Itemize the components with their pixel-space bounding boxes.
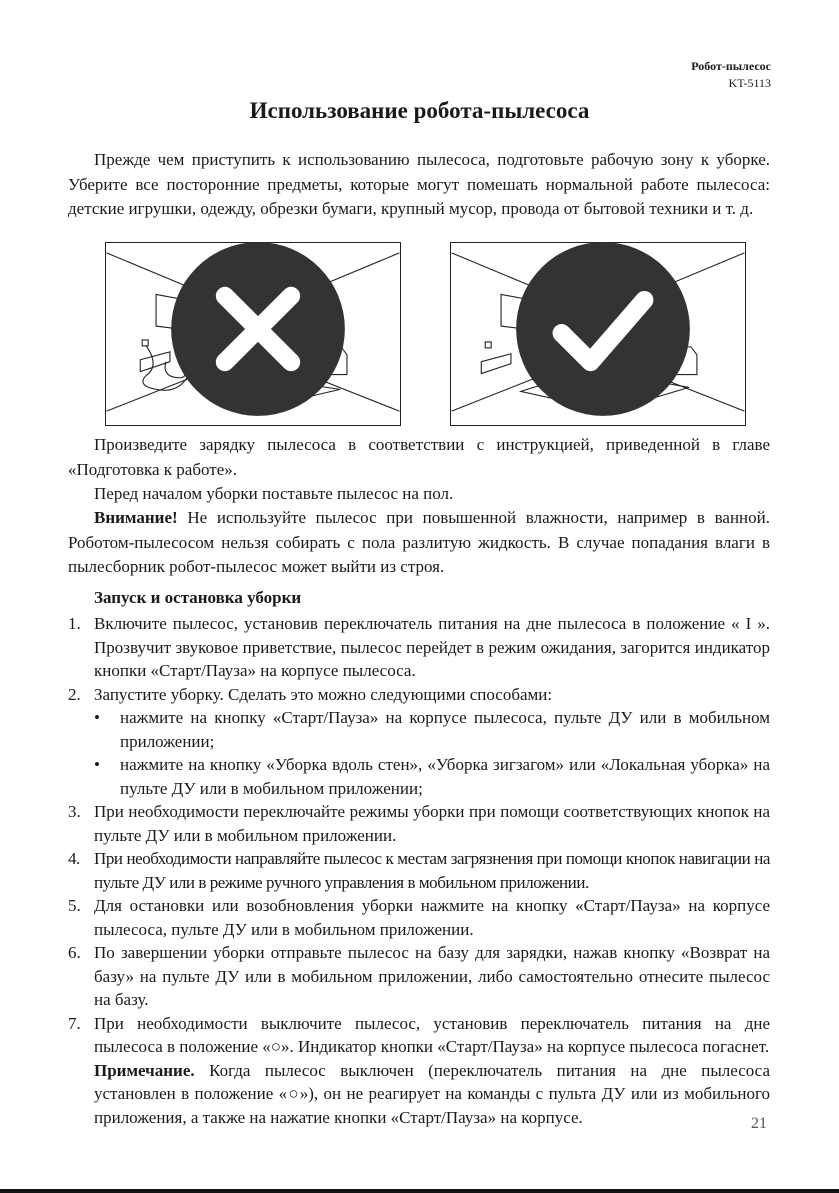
- page-title: Использование робота-пылесоса: [249, 98, 590, 123]
- floor-paragraph: Перед началом уборки поставьте пылесос на пол.: [94, 484, 454, 503]
- check-circle-icon: [456, 238, 750, 420]
- step-text: Запустите уборку. Сделать это можно следующими способами:: [94, 684, 553, 704]
- bullet-mark: •: [94, 708, 100, 727]
- list-item: [68, 800, 770, 847]
- step-number: 2.: [68, 684, 81, 704]
- list-item: [68, 894, 770, 941]
- step-text: При необходимости переключайте режимы уборки при помощи соответствующих кнопок на пульте ДУ или в мобильном приложении.: [94, 802, 770, 845]
- warning-paragraph: [68, 506, 770, 580]
- step-number: 6.: [68, 943, 81, 962]
- bottom-rule: [0, 1189, 839, 1193]
- room-cluttered-illustration: [105, 242, 401, 426]
- step-text: При необходимости выключите пылесос, установив переключатель питания на дне пылесоса в положение «○». Индикатор кнопки «Старт/Пауза» на корпусе пылесоса погаснет.: [94, 1013, 770, 1056]
- section-title: Запуск и остановка уборки: [94, 588, 302, 607]
- step-number: 5.: [68, 896, 81, 915]
- header-product: Робот-пылесос: [691, 59, 771, 73]
- bullet-item: [68, 753, 770, 800]
- step-text: По завершении уборки отправьте пылесос на базу для зарядки, нажав кнопку «Возврат на базу» на пульте ДУ или в мобильном приложении, либо самостоятельно отнесите пылесос на базу.: [94, 943, 770, 1009]
- warning-text: Не используйте пылесос при повышенной влажности, например в ванной. Роботом-пылесосом нельзя собирать с пола разлитую жидкость. В случае попадания влаги в пылесборник робот-пылесос может выйти из строя.: [68, 508, 770, 576]
- running-header: [691, 58, 771, 92]
- list-item: [68, 683, 770, 707]
- page-number: 21: [751, 1115, 767, 1132]
- intro-paragraph: Прежде чем приступить к использованию пылесоса, подготовьте рабочую зону к уборке. Уберите все посторонние предметы, которые могут помешать нормальной работе пылесоса: детские игрушки, одежду, обрезки бумаги, крупный мусор, провода от бытовой техники и т. д.: [68, 150, 770, 218]
- step-number: 4.: [68, 849, 80, 868]
- illustration-row: [105, 242, 746, 426]
- note-paragraph: [68, 1059, 770, 1130]
- steps-list: [68, 612, 770, 1129]
- warning-label: Внимание!: [94, 508, 178, 527]
- list-item: [68, 1012, 770, 1059]
- step-number: 3.: [68, 802, 81, 821]
- step-text: При необходимости направляйте пылесос к местам загрязнения при помощи кнопок навигации на пульте ДУ или в режиме ручного управления в мобильном приложении.: [94, 849, 770, 892]
- note-label: Примечание.: [94, 1060, 195, 1080]
- header-model: KT-5113: [728, 76, 771, 90]
- step-text: Для остановки или возобновления уборки нажмите на кнопку «Старт/Пауза» на корпусе пылесоса, пульте ДУ или в мобильном приложении.: [94, 896, 770, 939]
- list-item: [68, 847, 770, 894]
- bullet-mark: •: [94, 755, 100, 774]
- list-item: [68, 612, 770, 683]
- room-clean-illustration: [450, 242, 746, 426]
- step-number: 1.: [68, 614, 81, 633]
- note-text: Когда пылесос выключен (переключатель питания на дне пылесоса установлен в положение «○»), он не реагирует на команды с пульта ДУ или из мобильного приложения, а также на нажатие кнопки «Старт/Пауза» на корпусе.: [94, 1060, 770, 1127]
- list-item: [68, 941, 770, 1012]
- cross-circle-icon: [111, 238, 405, 420]
- step-text: Включите пылесос, установив переключатель питания на дне пылесоса в положение « I ». Прозвучит звуковое приветствие, пылесос перейдет в режим ожидания, загорится индикатор кнопки «Старт/Пауза» на корпусе пылесоса.: [94, 614, 770, 680]
- step-number: 7.: [68, 1013, 81, 1033]
- bullet-item: [68, 706, 770, 753]
- charging-paragraph: Произведите зарядку пылесоса в соответствии с инструкцией, приведенной в главе «Подготовка к работе».: [68, 435, 770, 479]
- bullet-text: нажмите на кнопку «Старт/Пауза» на корпусе пылесоса, пульте ДУ или в мобильном приложении;: [120, 708, 770, 751]
- bullet-text: нажмите на кнопку «Уборка вдоль стен», «Уборка зигзагом» или «Локальная уборка» на пульте ДУ или в мобильном приложении;: [120, 755, 770, 798]
